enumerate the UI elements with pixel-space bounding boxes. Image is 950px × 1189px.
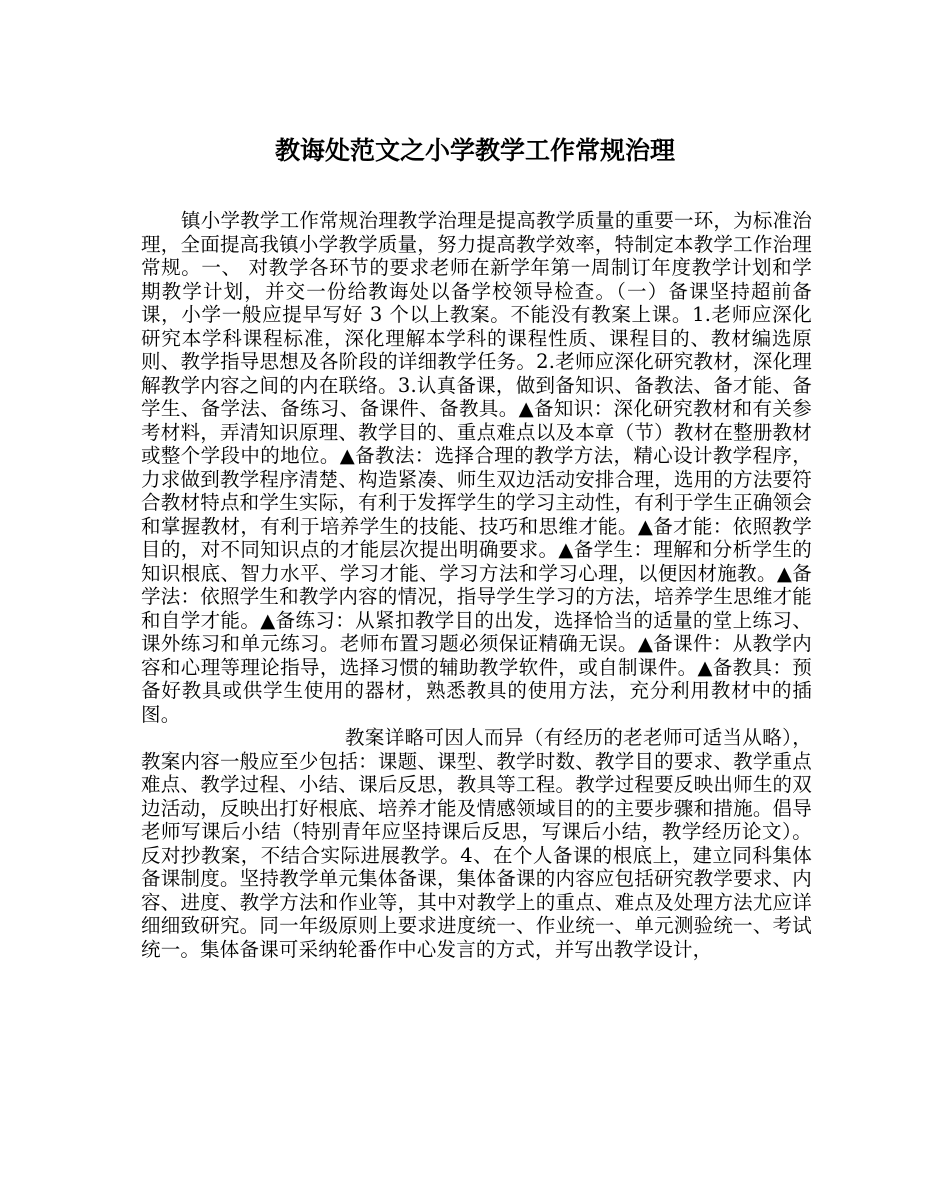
document-title: 教诲处范文之小学教学工作常规治理 (274, 136, 675, 165)
body-paragraph-1: 镇小学教学工作常规治理教学治理是提高教学质量的重要一环，为标准治理，全面提高我镇小学教学质量，努力提高教学效率，特制定本教学工作治理常规。一、 对教学各环节的要求老师在新学年第一周制订年度教学计划和学期教学计划，并交一份给教诲处以备学校领导检查。（一）备课坚持超前备课，小学一般应提早写好 3 个以上教案。不能没有教案上课。1.老师应深化研究本学科课程标准，深化理解本学科的课程性质、课程目的、教材编选原则、教学指导思想及各阶段的详细教学任务。2.老师应深化研究教材，深化理解教学内容之间的内在联络。3.认真备课，做到备知识、备教法、备才能、备学生、备学法、备练习、备课件、备教具。▲备知识：深化研究教材和有关参考材料，弄清知识原理、教学目的、重点难点以及本章（节）教材在整册教材或整个学段中的地位。▲备教法：选择合理的教学方法，精心设计教学程序，力求做到教学程序清楚、构造紧凑、师生双边活动安排合理，选用的方法要符合教材特点和学生实际，有利于发挥学生的学习主动性，有利于学生正确领会和掌握教材，有利于培养学生的技能、技巧和思维才能。▲备才能：依照教学目的，对不同知识点的才能层次提出明确要求。▲备学生：理解和分析学生的知识根底、智力水平、学习才能、学习方法和学习心理，以便因材施教。▲备学法：依照学生和教学内容的情况，指导学生学习的方法，培养学生思维才能和自学才能。▲备练习：从紧扣教学目的出发，选择恰当的适量的堂上练习、课外练习和单元练习。老师布置习题必须保证精确无误。▲备课件：从教学内容和心理等理论指导，选择习惯的辅助教学软件，或自制课件。▲备教具：预备好教具或供学生使用的器材，熟悉教具的使用方法，充分利用教材中的插图。 (141, 209, 812, 726)
document-body (141, 209, 812, 961)
body-paragraph-2: 教案详略可因人而异（有经历的老老师可适当从略），教案内容一般应至少包括：课题、课型、教学时数、教学目的要求、教学重点难点、教学过程、小结、课后反思，教具等工程。教学过程要反映出师生的双边活动，反映出打好根底、培养才能及情感领域目的的主要步骤和措施。倡导老师写课后小结（特别青年应坚持课后反思，写课后小结，教学经历论文）。反对抄教案，不结合实际进展教学。4、在个人备课的根底上，建立同科集体备课制度。坚持教学单元集体备课，集体备课的内容应包括研究教学要求、内容、进度、教学方法和作业等，其中对教学上的重点、难点及处理方法尤应详细细致研究。同一年级原则上要求进度统一、作业统一、单元测验统一、考试统一。集体备课可采纳轮番作中心发言的方式，并写出教学设计， (141, 726, 812, 961)
